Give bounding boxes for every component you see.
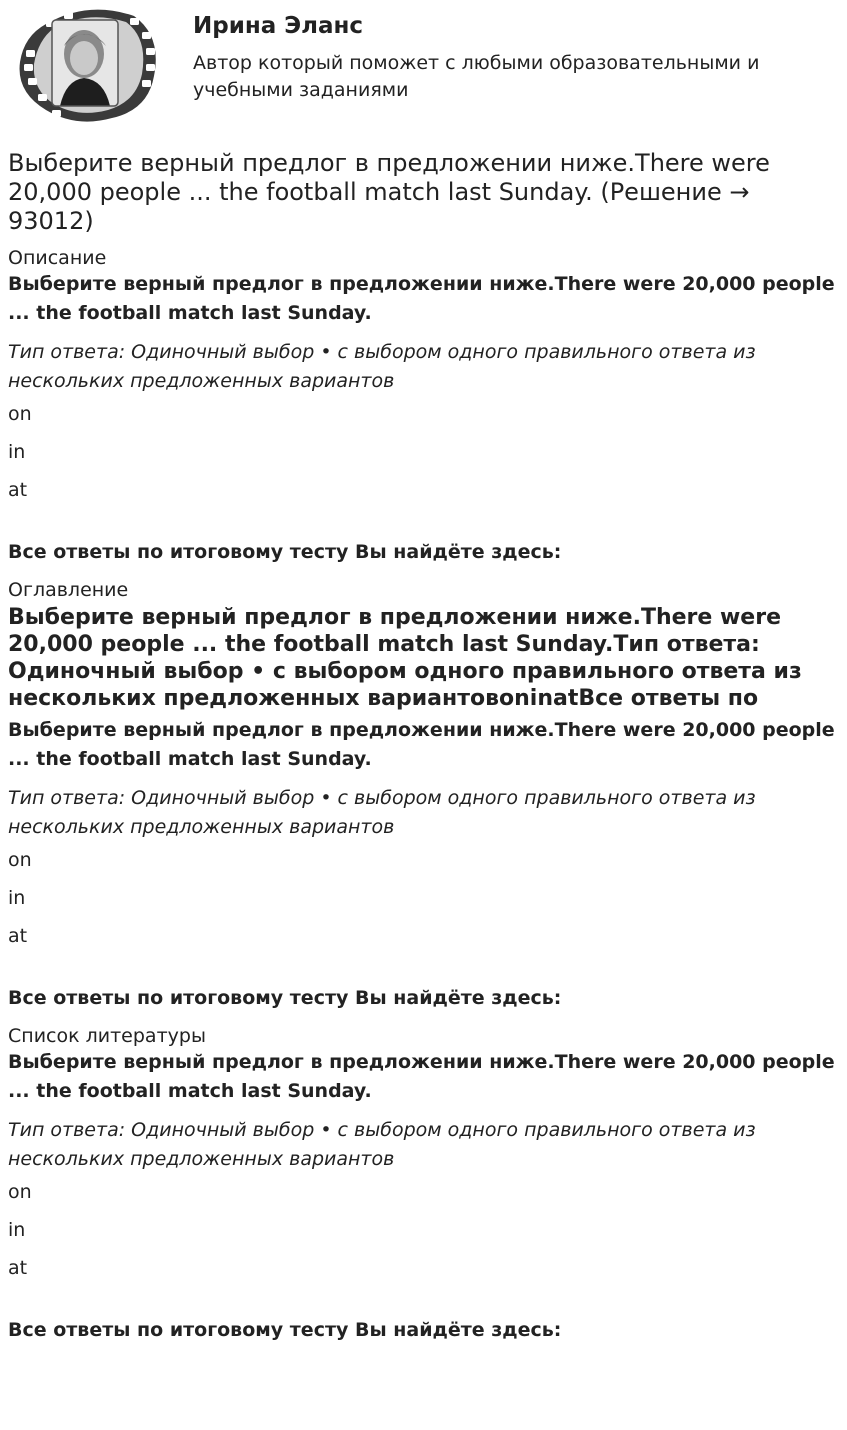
page-title: Выберите верный предлог в предложении ниже.There were 20,000 people ... the football match last Sunday. (Решение → 93012)	[8, 149, 770, 235]
author-header	[8, 0, 839, 140]
options-list	[8, 1180, 839, 1280]
question-text: Выберите верный предлог в предложении ниже.There were 20,000 people ... the football match last Sunday.	[8, 273, 835, 324]
toc-content	[8, 716, 839, 1010]
avatar[interactable]	[16, 6, 161, 126]
section-label-toc: Оглавление	[8, 579, 129, 601]
option-item: in	[8, 887, 26, 909]
options-list	[8, 402, 839, 502]
option-item: on	[8, 403, 32, 425]
avatar-film-frame-icon	[16, 6, 161, 126]
option-item: at	[8, 1257, 28, 1279]
all-answers-text: Все ответы по итоговому тесту Вы найдёте здесь:	[8, 1319, 562, 1341]
option-item: on	[8, 1181, 32, 1203]
answer-type-text: Тип ответа: Одиночный выбор • с выбором одного правильного ответа из нескольких предложенных вариантов	[8, 787, 756, 838]
all-answers-text: Все ответы по итоговому тесту Вы найдёте здесь:	[8, 987, 562, 1009]
option-item: in	[8, 1219, 26, 1241]
answer-type-text: Тип ответа: Одиночный выбор • с выбором одного правильного ответа из нескольких предложенных вариантов	[8, 1119, 756, 1170]
section-label-description: Описание	[8, 247, 107, 269]
question-text: Выберите верный предлог в предложении ниже.There were 20,000 people ... the football match last Sunday.	[8, 1051, 835, 1102]
option-item: at	[8, 479, 28, 501]
author-info	[193, 12, 833, 104]
toc-section	[8, 578, 839, 1010]
toc-heading: Выберите верный предлог в предложении ниже.There were 20,000 people ... the football match last Sunday.Тип ответа: Одиночный выбор • с выбором одного правильного ответа из нескольких предложенных вариантовoninatВсе ответы по	[8, 605, 802, 711]
question-text: Выберите верный предлог в предложении ниже.There were 20,000 people ... the football match last Sunday.	[8, 719, 835, 770]
literature-section	[8, 1024, 839, 1342]
options-list	[8, 848, 839, 948]
option-item: on	[8, 849, 32, 871]
author-name[interactable]: Ирина Эланс	[193, 13, 364, 39]
author-description: Автор который поможет с любыми образовательными и учебными заданиями	[193, 52, 760, 101]
section-label-literature: Список литературы	[8, 1025, 206, 1047]
answer-type-text: Тип ответа: Одиночный выбор • с выбором одного правильного ответа из нескольких предложенных вариантов	[8, 341, 756, 392]
all-answers-text: Все ответы по итоговому тесту Вы найдёте здесь:	[8, 541, 562, 563]
description-section	[8, 246, 839, 564]
option-item: in	[8, 441, 26, 463]
option-item: at	[8, 925, 28, 947]
